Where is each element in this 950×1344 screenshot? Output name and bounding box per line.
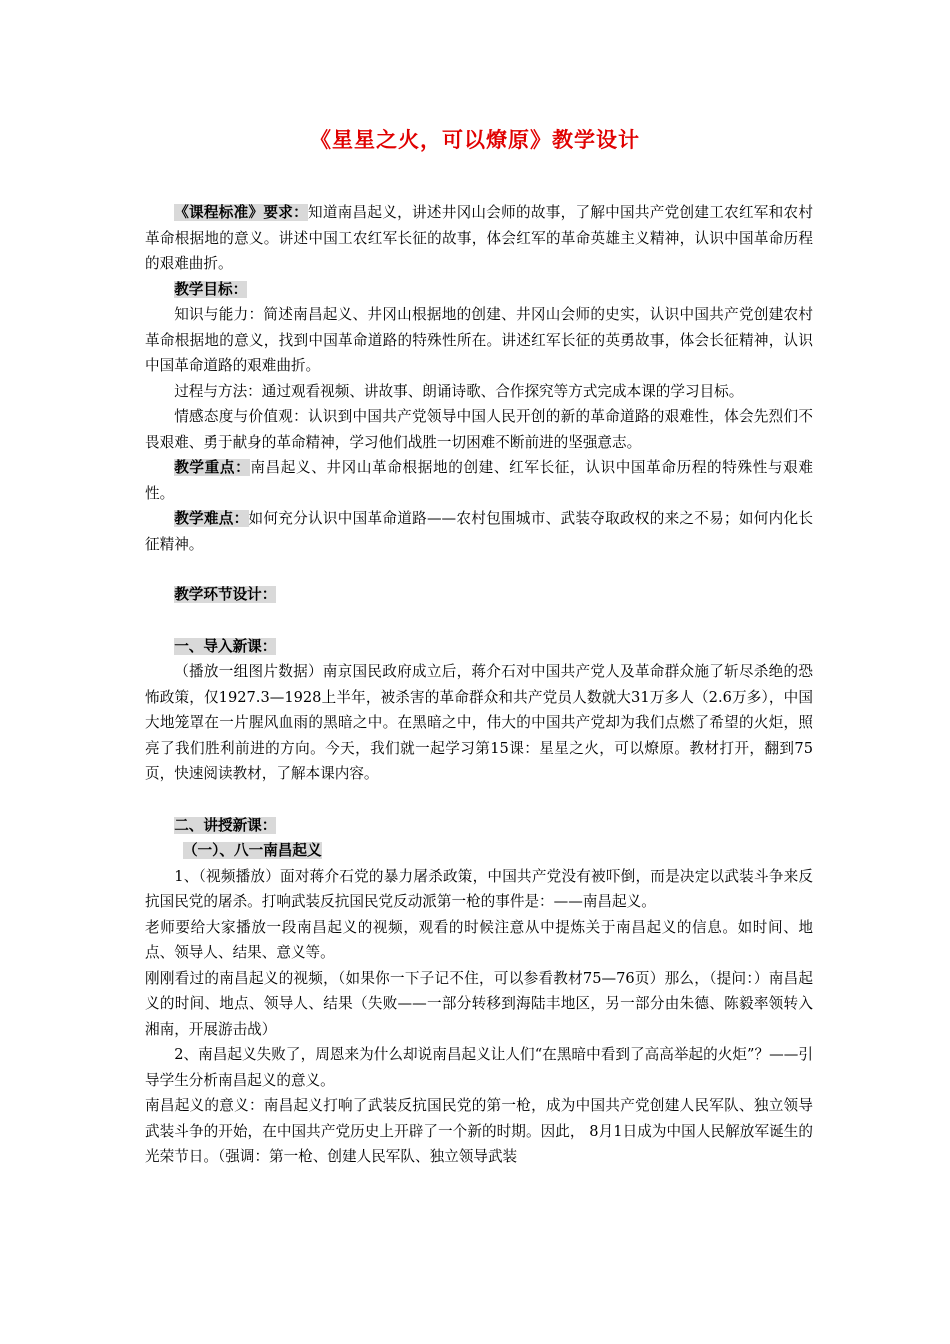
section1-heading <box>145 634 813 660</box>
subsection-label: （一）、八一南昌起义 <box>182 842 322 859</box>
curriculum-standard-paragraph <box>145 200 813 277</box>
goal-process: 过程与方法：通过观看视频、讲故事、朗诵诗歌、合作探究等方式完成本课的学习目标。 <box>174 382 744 400</box>
spacer <box>145 557 813 582</box>
key-points-label: 教学重点： <box>174 459 251 476</box>
goal-knowledge: 知识与能力：简述南昌起义、井冈山根据地的创建、井冈山会师的史实，认识中国共产党创建农村革命根据地的意义，找到中国革命道路的特殊性所在。讲述红军长征的英勇故事，体会长征精神，认识中国革命道路的艰难曲折。 <box>145 306 813 374</box>
design-heading <box>145 582 813 608</box>
question1-video: 老师要给大家播放一段南昌起义的视频，观看的时候注意从中提炼关于南昌起义的信息。如时间、地点、领导人、结果、意义等。 <box>145 918 813 961</box>
section1-text: （播放一组图片数据）南京国民政府成立后，蒋介石对中国共产党人及革命群众施了斩尽杀绝的恐怖政策，仅1927.3—1928上半年，被杀害的革命群众和共产党员人数就大31万多人（2.6万多），中国大地笼罩在一片腥风血雨的黑暗之中。在黑暗之中，伟大的中国共产党却为我们点燃了希望的火炬，照亮了我们胜利前进的方向。今天，我们就一起学习第15课：星星之火，可以燎原。教材打开，翻到75页，快速阅读教材，了解本课内容。 <box>145 663 813 782</box>
curriculum-standard-label: 《课程标准》要求： <box>174 204 308 221</box>
question2: 2、南昌起义失败了，周恩来为什么却说南昌起义让人们“在黑暗中看到了高高举起的火炬”？——引导学生分析南昌起义的意义。 <box>145 1046 813 1089</box>
key-points-paragraph <box>145 455 813 506</box>
difficulty-paragraph <box>145 506 813 557</box>
teaching-goals-heading <box>145 277 813 303</box>
section2-heading <box>145 813 813 839</box>
difficulty-label: 教学难点： <box>174 510 249 527</box>
key-points-text: 南昌起义、井冈山革命根据地的创建、红军长征，认识中国革命历程的特殊性与艰难性。 <box>145 459 813 502</box>
document-body <box>145 200 813 1170</box>
goal-attitude: 情感态度与价值观：认识到中国共产党领导中国人民开创的新的革命道路的艰难性，体会先烈们不畏艰难、勇于献身的革命精神，学习他们战胜一切困难不断前进的坚强意志。 <box>145 408 813 451</box>
curriculum-standard-text: 知道南昌起义，讲述井冈山会师的故事，了解中国共产党创建工农红军和农村革命根据地的意义。讲述中国工农红军长征的故事，体会红军的革命英雄主义精神，认识中国革命历程的艰难曲折。 <box>145 204 813 272</box>
question1: 1、（视频播放）面对蒋介石党的暴力屠杀政策，中国共产党没有被吓倒，而是决定以武装斗争来反抗国民党的屠杀。打响武装反抗国民党反动派第一枪的事件是：——南昌起义。 <box>145 867 813 910</box>
spacer <box>145 608 813 634</box>
teaching-goals-label: 教学目标： <box>174 280 248 298</box>
question2-significance: 南昌起义的意义：南昌起义打响了武装反抗国民党的第一枪，成为中国共产党创建人民军队、独立领导武装斗争的开始，在中国共产党历史上开辟了一个新的时期。因此， 8月1日成为中国人民解放军诞生的光荣节日。（强调：第一枪、创建人民军队、独立领导武装 <box>145 1097 813 1165</box>
question1-review: 刚刚看过的南昌起义的视频，（如果你一下子记不住，可以参看教材75—76页）那么，（提问：）南昌起义的时间、地点、领导人、结果（失败——一部分转移到海陆丰地区，另一部分由朱德、陈毅率领转入湘南，开展游击战） <box>145 969 813 1038</box>
subsection-heading <box>145 838 813 864</box>
section1-label: 一、导入新课： <box>174 637 277 655</box>
document-title: 《星星之火，可以燎原》教学设计 <box>310 128 640 152</box>
difficulty-text: 如何充分认识中国革命道路——农村包围城市、武装夺取政权的来之不易；如何内化长征精神。 <box>145 510 813 553</box>
spacer <box>145 787 813 813</box>
section2-label: 二、讲授新课： <box>174 816 277 834</box>
design-label: 教学环节设计： <box>174 586 277 603</box>
